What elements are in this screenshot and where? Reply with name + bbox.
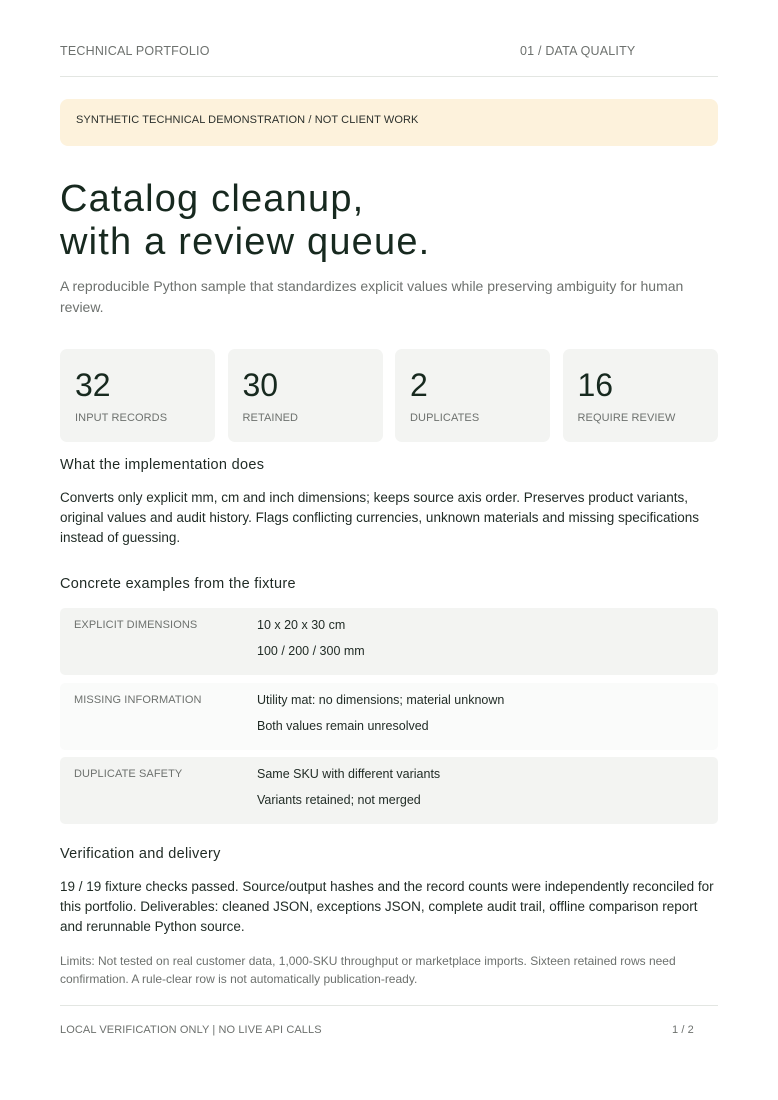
page-header (60, 42, 718, 77)
example-value-1: 10 x 20 x 30 cm (257, 618, 346, 632)
example-value-1: Same SKU with different variants (257, 767, 441, 781)
stat-value: 32 (75, 367, 111, 403)
stat-value: 30 (242, 367, 279, 403)
limits-note: Limits: Not tested on real customer data, 1,000-SKU throughput or marketplace imports. Sixteen retained rows need confirmation. A rule-clear row is not automatically publication-ready. (60, 954, 676, 986)
header-section-label: 01 / DATA QUALITY (520, 44, 636, 58)
page-number: 1 / 2 (672, 1024, 694, 1036)
example-row-explicit-dimensions (60, 608, 718, 675)
stat-label: RETAINED (242, 412, 299, 424)
title-line-2: with a review queue. (60, 221, 431, 263)
implementation-text: Converts only explicit mm, cm and inch dimensions; keeps source axis order. Preserves product variants, original values and audit history. Flags conflicting currencies, unknown materials and missing specifications instead of guessing. (60, 490, 700, 545)
example-label: DUPLICATE SAFETY (74, 768, 183, 780)
stat-card-duplicates (395, 349, 550, 442)
stat-card-retained (228, 349, 383, 442)
title-line-1: Catalog cleanup, (60, 178, 365, 220)
stat-label: REQUIRE REVIEW (577, 412, 676, 424)
stat-label: DUPLICATES (410, 412, 480, 424)
example-label: MISSING INFORMATION (74, 694, 202, 706)
verification-text: 19 / 19 fixture checks passed. Source/output hashes and the record counts were independently reconciled for this portfolio. Deliverables: cleaned JSON, exceptions JSON, complete audit trail, offline comparison report and rerunnable Python source. (60, 879, 714, 934)
header-portfolio-label: TECHNICAL PORTFOLIO (60, 44, 210, 58)
example-value-2: Variants retained; not merged (257, 793, 421, 807)
stat-label: INPUT RECORDS (75, 412, 168, 424)
footer-note: LOCAL VERIFICATION ONLY | NO LIVE API CALLS (60, 1024, 322, 1036)
page-footer (60, 1005, 718, 1036)
example-value-2: Both values remain unresolved (257, 719, 429, 733)
example-value-2: 100 / 200 / 300 mm (257, 644, 365, 658)
example-row-duplicate-safety (60, 757, 718, 824)
example-value-1: Utility mat: no dimensions; material unknown (257, 693, 505, 707)
stat-card-require-review (563, 349, 718, 442)
stat-value: 16 (577, 367, 614, 403)
stat-value: 2 (410, 367, 428, 403)
stat-card-input-records (60, 349, 215, 442)
examples-heading: Concrete examples from the fixture (60, 576, 296, 592)
implementation-heading: What the implementation does (60, 457, 265, 473)
verification-heading: Verification and delivery (60, 846, 221, 862)
disclaimer-banner (60, 99, 718, 146)
stats-row (60, 349, 718, 442)
page-subtitle: A reproducible Python sample that standardizes explicit values while preserving ambiguity for human review. (60, 278, 684, 315)
page-title (60, 178, 718, 264)
disclaimer-text: SYNTHETIC TECHNICAL DEMONSTRATION / NOT CLIENT WORK (76, 114, 419, 126)
example-row-missing-information (60, 683, 718, 750)
example-label: EXPLICIT DIMENSIONS (74, 619, 198, 631)
